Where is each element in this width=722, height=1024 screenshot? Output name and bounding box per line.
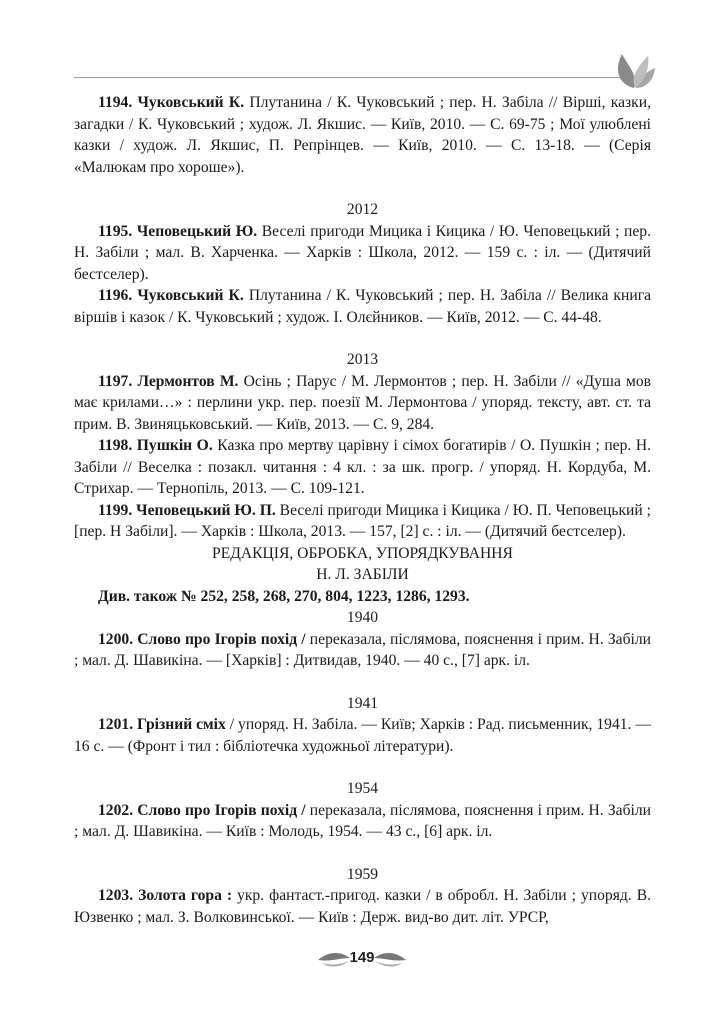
entry-number: 1194.: [98, 94, 133, 111]
bibliography-entry: [74, 285, 651, 328]
leaf-icon: [612, 48, 656, 90]
entry-text: Осінь ; Парус / М. Лермонтов ; пер. Н. Забіли // «Душа мов має крилами…» : перлини укр. пер. поезії М. Лермонтова / упоряд. тексту, авт. ст. та прим. В. Звиняцьковський. — Київ, 2013. — С. 9, 284.: [74, 372, 652, 433]
year-heading: 2013: [346, 351, 379, 368]
entry-text: переказала, післямова, пояснення і прим. Н. Забіли ; мал. Д. Шавикіна. — Київ : Молодь, 1954. — 43 с., [6] арк. іл.: [74, 801, 651, 840]
entry-text: Казка про мертву царівну і сімох богатирів / О. Пушкін ; пер. Н. Забіли // Веселка : позакл. читання : 4 кл. : за шк. прогр. / упоряд. Н. Кордуба, М. Стрихар. — Тернопіль, 2013. — С. 109-121.: [74, 437, 651, 497]
entry-number: 1195.: [98, 222, 133, 240]
entry-author: Пушкін О.: [136, 437, 213, 454]
entry-text: Веселі пригоди Мицика і Кицика / Ю. П. Чеповецький ; [пер. Н Забіли]. — Харків : Школа, 2013. — 157, [2] с. : іл. — (Дитячий бестселер).: [74, 501, 651, 540]
entry-author: Чуковський К.: [137, 94, 245, 111]
see-also-reference: Див. також № 252, 258, 268, 270, 804, 1223, 1286, 1293.: [98, 587, 470, 605]
year-heading: 1941: [346, 694, 379, 712]
entry-text: переказала, післямова, пояснення і прим. Н. Забіли ; мал. Д. Шавикіна. — [Харків] : Дитвидав, 1940. — 40 с., [7] арк. іл.: [74, 630, 651, 669]
entry-text: / упоряд. Н. Забіла. — Київ; Харків : Рад. письменник, 1941. — 16 с. — (Фронт і тил : бібліотечка художньої літератури).: [74, 716, 651, 755]
bibliography-entry: [74, 371, 651, 436]
entry-number: 1199.: [98, 501, 133, 519]
entry-number: 1197.: [98, 372, 133, 390]
entry-number: 1201.: [98, 716, 134, 733]
year-heading: 1959: [346, 865, 379, 883]
bibliography-entry: [74, 221, 651, 286]
year-heading: 1954: [346, 780, 379, 797]
bibliography-entry: [74, 885, 651, 928]
bibliography-entry: [74, 500, 651, 543]
entry-title: Грізний сміх: [133, 716, 226, 733]
entry-text: Плутанина / К. Чуковський ; пер. Н. Забіла // Вірші, казки, загадки / К. Чуковський ; худож. Л. Якшис. — Київ, 2010. — С. 69-75 ; Мої улюблені казки / худож. Л. Якшис, П. Репрінцев. — Київ, 2010. — С. 13-18. — (Серія «Малюкам про хороше»).: [74, 94, 651, 176]
bibliography-entry: [74, 435, 651, 500]
bibliography-entry: [74, 92, 651, 178]
bibliography-entry: [74, 629, 651, 672]
entry-text: Веселі пригоди Мицика і Кицика / Ю. Чеповецький ; пер. Н. Забіли ; мал. В. Харченка. — Харків : Школа, 2012. — 159 с. : іл. — (Дитячий бестселер).: [74, 222, 651, 283]
entry-author: Чуковський К.: [137, 287, 244, 304]
entry-number: 1196.: [98, 287, 133, 304]
bibliography-entry: [74, 714, 651, 757]
bibliography-entry: [74, 800, 651, 843]
entry-text: Плутанина / К. Чуковський ; пер. Н. Забіла // Велика книга віршів і казок / К. Чуковський ; худож. І. Олєйников. — Київ, 2012. — С. 44-48.: [74, 287, 652, 326]
entry-author: Лермонтов М.: [137, 372, 239, 390]
bibliography-content: [74, 92, 651, 928]
header-rule: [74, 77, 620, 78]
entry-number: 1198.: [98, 437, 133, 454]
entry-number: 1203.: [98, 887, 134, 904]
year-heading: 1940: [346, 609, 379, 626]
year-heading: 2012: [346, 201, 379, 218]
entry-text: укр. фантаст.-пригод. казки / в обробл. Н. Забіли ; упоряд. В. Юзвенко ; мал. З. Волковинської. — Київ : Держ. вид-во дит. літ. УРСР,: [74, 887, 652, 926]
entry-author: Чеповецький Ю. П.: [136, 501, 276, 519]
entry-title: Слово про Ігорів похід /: [133, 801, 306, 819]
entry-number: 1202.: [98, 801, 134, 819]
entry-title: Слово про Ігорів похід /: [133, 630, 306, 648]
page-number: 149: [349, 949, 375, 966]
page-footer: [316, 946, 408, 972]
section-heading: Н. Л. ЗАБІЛИ: [316, 566, 409, 583]
entry-number: 1200.: [98, 630, 134, 648]
entry-title: Золота гора :: [133, 887, 233, 904]
section-heading: РЕДАКЦІЯ, ОБРОБКА, УПОРЯДКУВАННЯ: [212, 544, 513, 562]
entry-author: Чеповецький Ю.: [136, 222, 258, 240]
